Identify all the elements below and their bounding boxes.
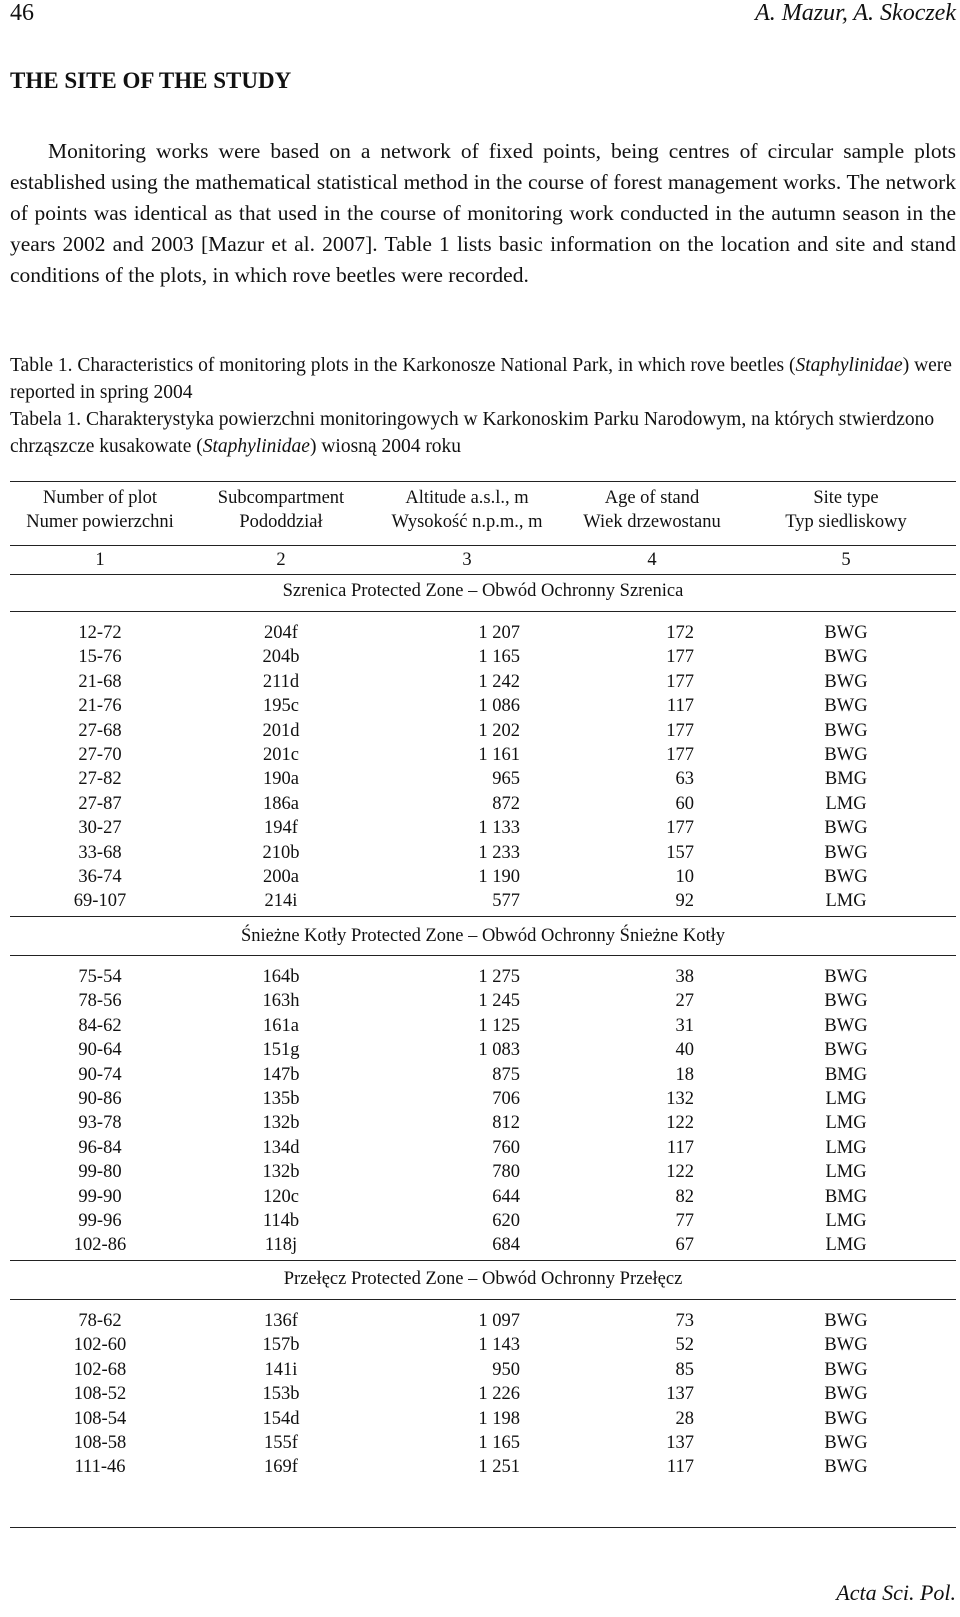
table-row: [10, 1209, 956, 1233]
age-cell: 82: [675, 1186, 694, 1207]
site-type-cell: BWG: [824, 720, 868, 741]
site-type-cell: BWG: [824, 842, 868, 863]
age-cell: 137: [666, 1384, 694, 1405]
column-header-en: Number of plot: [42, 488, 158, 508]
age-cell: 52: [675, 1335, 694, 1356]
column-header-subcompartment: [198, 486, 364, 534]
subcompartment-cell: 151g: [262, 1040, 300, 1061]
site-type-cell: LMG: [825, 1137, 867, 1158]
site-type-cell: BWG: [824, 1457, 868, 1478]
subcompartment-cell: 157b: [262, 1335, 300, 1356]
age-cell: 172: [666, 623, 694, 643]
plot-number-cell: 21-76: [78, 696, 122, 717]
site-type-cell: BWG: [824, 866, 868, 887]
subcompartment-cell: 161a: [263, 1015, 299, 1036]
plot-number-cell: 99-96: [78, 1210, 122, 1231]
subcompartment-cell: 214i: [264, 891, 298, 912]
table-row: [10, 1160, 956, 1184]
column-header-plot: [10, 486, 190, 534]
site-type-cell: LMG: [825, 793, 867, 814]
table-row: [10, 1233, 956, 1257]
plot-number-cell: 27-82: [78, 769, 122, 790]
table-row: [10, 719, 956, 743]
table-header: [10, 486, 956, 538]
age-cell: 67: [675, 1235, 694, 1256]
subcompartment-cell: 134d: [262, 1137, 300, 1158]
subcompartment-cell: 120c: [263, 1186, 299, 1207]
site-type-cell: LMG: [825, 1235, 867, 1256]
subcompartment-cell: 186a: [263, 793, 299, 814]
column-header-en: Site type: [813, 488, 879, 508]
site-type-cell: BWG: [824, 1359, 868, 1380]
site-type-cell: BWG: [824, 991, 868, 1012]
subcompartment-cell: 169f: [264, 1457, 298, 1478]
table-row: [10, 1136, 956, 1160]
altitude-cell: 577: [492, 891, 520, 912]
plot-number-cell: 90-64: [78, 1040, 122, 1061]
age-cell: 122: [666, 1113, 694, 1134]
age-cell: 40: [675, 1040, 694, 1061]
table-rule-zone3: [10, 1299, 956, 1300]
subcompartment-cell: 114b: [262, 1210, 300, 1231]
column-header-pl: Wiek drzewostanu: [583, 512, 721, 532]
site-type-cell: BMG: [824, 1186, 868, 1207]
caption-en-taxon: Staphylinidae: [795, 355, 903, 376]
zone-title-szrenica: Szrenica Protected Zone – Obwód Ochronny Szrenica: [282, 581, 684, 601]
table-row: [10, 989, 956, 1013]
column-number: 3: [462, 550, 472, 570]
subcompartment-cell: 155f: [264, 1432, 298, 1453]
caption-pl-taxon: Staphylinidae: [202, 436, 310, 457]
plot-number-cell: 84-62: [78, 1015, 122, 1036]
site-type-cell: LMG: [825, 1210, 867, 1231]
altitude-cell: 812: [492, 1113, 520, 1134]
altitude-cell: 872: [492, 793, 520, 814]
altitude-cell: 1 251: [478, 1457, 520, 1478]
subcompartment-cell: 195c: [263, 696, 299, 717]
column-header-en: Age of stand: [604, 488, 700, 508]
plot-number-cell: 27-87: [78, 793, 122, 814]
altitude-cell: 1 083: [478, 1040, 520, 1061]
table-row: [10, 1309, 956, 1333]
table-rule-header: [10, 545, 956, 546]
section-title: THE SITE OF THE STUDY: [10, 68, 292, 93]
subcompartment-cell: 200a: [263, 866, 299, 887]
column-header-pl: Pododdział: [239, 512, 323, 532]
page-number: 46: [10, 0, 34, 26]
plot-number-cell: 111-46: [74, 1457, 126, 1478]
plot-number-cell: 102-86: [73, 1235, 127, 1256]
plot-number-cell: 108-58: [73, 1432, 127, 1453]
plot-number-cell: 33-68: [78, 842, 122, 863]
column-number: 5: [841, 550, 851, 570]
subcompartment-cell: 204b: [262, 647, 300, 668]
altitude-cell: 644: [492, 1186, 520, 1207]
age-cell: 92: [675, 891, 694, 912]
zone-rows: [10, 1309, 956, 1480]
column-header-site-type: [752, 486, 940, 534]
table-row: [10, 889, 956, 913]
altitude-cell: 1 086: [478, 696, 520, 717]
table-row: [10, 1358, 956, 1382]
altitude-cell: 1 202: [478, 720, 520, 741]
site-type-cell: BWG: [824, 1432, 868, 1453]
table-caption-pl: [10, 406, 956, 460]
plot-number-cell: 102-60: [73, 1335, 127, 1356]
site-type-cell: LMG: [825, 1162, 867, 1183]
age-cell: 177: [666, 818, 694, 839]
site-type-cell: BWG: [824, 1040, 868, 1061]
table-row: [10, 645, 956, 669]
age-cell: 177: [666, 671, 694, 692]
altitude-cell: 1 165: [478, 647, 520, 668]
altitude-cell: 1 143: [478, 1335, 520, 1356]
altitude-cell: 1 165: [478, 1432, 520, 1453]
table-row: [10, 1431, 956, 1455]
plot-number-cell: 12-72: [78, 623, 122, 643]
subcompartment-cell: 132b: [262, 1113, 300, 1134]
altitude-cell: 1 133: [478, 818, 520, 839]
altitude-cell: 1 226: [478, 1384, 520, 1405]
plot-number-cell: 102-68: [73, 1359, 127, 1380]
subcompartment-cell: 153b: [262, 1384, 300, 1405]
plot-number-cell: 21-68: [78, 671, 122, 692]
plot-number-cell: 27-68: [78, 720, 122, 741]
table-rule-index: [10, 574, 956, 575]
table-row: [10, 841, 956, 865]
site-type-cell: BWG: [824, 1015, 868, 1036]
site-type-cell: BWG: [824, 1311, 868, 1331]
age-cell: 132: [666, 1088, 694, 1109]
running-head-authors: A. Mazur, A. Skoczek: [755, 0, 956, 26]
table-row: [10, 1407, 956, 1431]
site-type-cell: BWG: [824, 818, 868, 839]
altitude-cell: 1 207: [478, 623, 520, 643]
table-row: [10, 1333, 956, 1357]
table-row: [10, 1111, 956, 1135]
site-type-cell: LMG: [825, 1113, 867, 1134]
subcompartment-cell: 163h: [262, 991, 300, 1012]
table-row: [10, 1087, 956, 1111]
site-type-cell: BWG: [824, 1384, 868, 1405]
altitude-cell: 1 097: [478, 1311, 520, 1331]
altitude-cell: 1 125: [478, 1015, 520, 1036]
subcompartment-cell: 147b: [262, 1064, 300, 1085]
age-cell: 177: [666, 720, 694, 741]
altitude-cell: 620: [492, 1210, 520, 1231]
plot-number-cell: 93-78: [78, 1113, 122, 1134]
subcompartment-cell: 141i: [264, 1359, 298, 1380]
plot-number-cell: 78-56: [78, 991, 122, 1012]
plot-number-cell: 99-80: [78, 1162, 122, 1183]
plot-number-cell: 15-76: [78, 647, 122, 668]
caption-pl-suffix: ) wiosną 2004 roku: [309, 436, 462, 457]
altitude-cell: 780: [492, 1162, 520, 1183]
subcompartment-cell: 136f: [264, 1311, 298, 1331]
table-row: [10, 1038, 956, 1062]
table-rule-zone2: [10, 955, 956, 956]
table-row: [10, 816, 956, 840]
table-row: [10, 1455, 956, 1479]
plot-number-cell: 36-74: [78, 866, 122, 887]
subcompartment-cell: 118j: [264, 1235, 298, 1256]
site-type-cell: BWG: [824, 744, 868, 765]
age-cell: 73: [675, 1311, 694, 1331]
plot-number-cell: 78-62: [78, 1311, 122, 1331]
altitude-cell: 1 190: [478, 866, 520, 887]
table-row: [10, 694, 956, 718]
column-header-pl: Numer powierzchni: [26, 512, 174, 532]
column-number: 4: [647, 550, 657, 570]
plot-number-cell: 108-52: [73, 1384, 127, 1405]
table-row: [10, 1185, 956, 1209]
age-cell: 77: [675, 1210, 694, 1231]
age-cell: 63: [675, 769, 694, 790]
site-type-cell: BWG: [824, 696, 868, 717]
site-type-cell: BMG: [824, 769, 868, 790]
column-header-en: Altitude a.s.l., m: [405, 488, 529, 508]
subcompartment-cell: 132b: [262, 1162, 300, 1183]
altitude-cell: 1 275: [478, 967, 520, 987]
table-caption-en: [10, 352, 956, 406]
subcompartment-cell: 201d: [262, 720, 300, 741]
age-cell: 10: [675, 866, 694, 887]
altitude-cell: 1 198: [478, 1408, 520, 1429]
table-rule-top: [10, 481, 956, 482]
subcompartment-cell: 154d: [262, 1408, 300, 1429]
plot-number-cell: 75-54: [78, 967, 122, 987]
altitude-cell: 760: [492, 1137, 520, 1158]
age-cell: 18: [675, 1064, 694, 1085]
site-type-cell: LMG: [825, 1088, 867, 1109]
altitude-cell: 950: [492, 1359, 520, 1380]
body-paragraph: Monitoring works were based on a network of fixed points, being centres of circular sample plots established using the mathematical statistical method in the course of forest management works. The network of points was identical as that used in the course of monitoring work conducted in the autumn season in the years 2002 and 2003 [Mazur et al. 2007]. Table 1 lists basic information on the location and site and stand conditions of the plots, in which rove beetles were recorded.: [10, 139, 956, 287]
altitude-cell: 875: [492, 1064, 520, 1085]
altitude-cell: 706: [492, 1088, 520, 1109]
table-rule-zone1: [10, 611, 956, 612]
age-cell: 31: [675, 1015, 694, 1036]
plot-number-cell: 108-54: [73, 1408, 127, 1429]
site-type-cell: BWG: [824, 623, 868, 643]
zone-title-sniezne-kotly: Śnieżne Kotły Protected Zone – Obwód Ochronny Śnieżne Kotły: [241, 926, 725, 946]
site-type-cell: BWG: [824, 647, 868, 668]
age-cell: 38: [675, 967, 694, 987]
plot-number-cell: 69-107: [73, 891, 127, 912]
plot-number-cell: 99-90: [78, 1186, 122, 1207]
age-cell: 85: [675, 1359, 694, 1380]
journal-footer: Acta Sci. Pol.: [836, 1580, 956, 1605]
altitude-cell: 1 161: [478, 744, 520, 765]
column-header-pl: Wysokość n.p.m., m: [391, 512, 543, 532]
caption-en-suffix: ) were reported in spring 2004: [10, 355, 952, 403]
table-row: [10, 1014, 956, 1038]
caption-en-prefix: Table 1. Characteristics of monitoring plots in the Karkonosze National Park, in which rove beetles (: [10, 355, 796, 376]
table-rule-zone3-top: [10, 1260, 956, 1261]
altitude-cell: 1 245: [478, 991, 520, 1012]
site-type-cell: BWG: [824, 671, 868, 692]
plot-number-cell: 90-74: [78, 1064, 122, 1085]
plot-number-cell: 90-86: [78, 1088, 122, 1109]
subcompartment-cell: 201c: [263, 744, 299, 765]
subcompartment-cell: 194f: [264, 818, 298, 839]
altitude-cell: 1 242: [478, 671, 520, 692]
plot-number-cell: 27-70: [78, 744, 122, 765]
age-cell: 177: [666, 647, 694, 668]
age-cell: 122: [666, 1162, 694, 1183]
table-row: [10, 767, 956, 791]
site-type-cell: LMG: [825, 891, 867, 912]
plot-number-cell: 96-84: [78, 1137, 122, 1158]
column-number: 2: [276, 550, 286, 570]
age-cell: 117: [666, 1137, 694, 1158]
table-rule-zone2-top: [10, 916, 956, 917]
plot-number-cell: 30-27: [78, 818, 122, 839]
age-cell: 27: [675, 991, 694, 1012]
table-row: [10, 792, 956, 816]
zone-rows: [10, 621, 956, 914]
table-row: [10, 965, 956, 989]
column-header-age: [566, 486, 738, 534]
site-type-cell: BMG: [824, 1064, 868, 1085]
table-row: [10, 1063, 956, 1087]
table-row: [10, 621, 956, 645]
subcompartment-cell: 135b: [262, 1088, 300, 1109]
site-type-cell: BWG: [824, 967, 868, 987]
subcompartment-cell: 164b: [262, 967, 300, 987]
age-cell: 28: [675, 1408, 694, 1429]
age-cell: 157: [666, 842, 694, 863]
age-cell: 137: [666, 1432, 694, 1453]
table-row: [10, 743, 956, 767]
altitude-cell: 965: [492, 769, 520, 790]
column-number: 1: [95, 550, 105, 570]
altitude-cell: 1 233: [478, 842, 520, 863]
age-cell: 177: [666, 744, 694, 765]
subcompartment-cell: 211d: [262, 671, 300, 692]
age-cell: 117: [666, 696, 694, 717]
table-row: [10, 670, 956, 694]
column-header-altitude: [372, 486, 562, 534]
caption-pl-prefix: Tabela 1. Charakterystyka powierzchni monitoringowych w Karkonoskim Parku Narodowym, na których stwierdzono chrząszcze kusakowate (: [10, 409, 935, 457]
subcompartment-cell: 190a: [263, 769, 299, 790]
site-type-cell: BWG: [824, 1335, 868, 1356]
column-number-row: [10, 548, 956, 572]
table-rule-bottom: [10, 1527, 956, 1528]
age-cell: 60: [675, 793, 694, 814]
subcompartment-cell: 210b: [262, 842, 300, 863]
site-type-cell: BWG: [824, 1408, 868, 1429]
altitude-cell: 684: [492, 1235, 520, 1256]
table-row: [10, 865, 956, 889]
age-cell: 117: [666, 1457, 694, 1478]
column-header-pl: Typ siedliskowy: [785, 512, 907, 532]
zone-title-przelecz: Przełęcz Protected Zone – Obwód Ochronny Przełęcz: [283, 1269, 683, 1289]
subcompartment-cell: 204f: [264, 623, 298, 643]
column-header-en: Subcompartment: [217, 488, 345, 508]
zone-rows: [10, 965, 956, 1258]
table-row: [10, 1382, 956, 1406]
